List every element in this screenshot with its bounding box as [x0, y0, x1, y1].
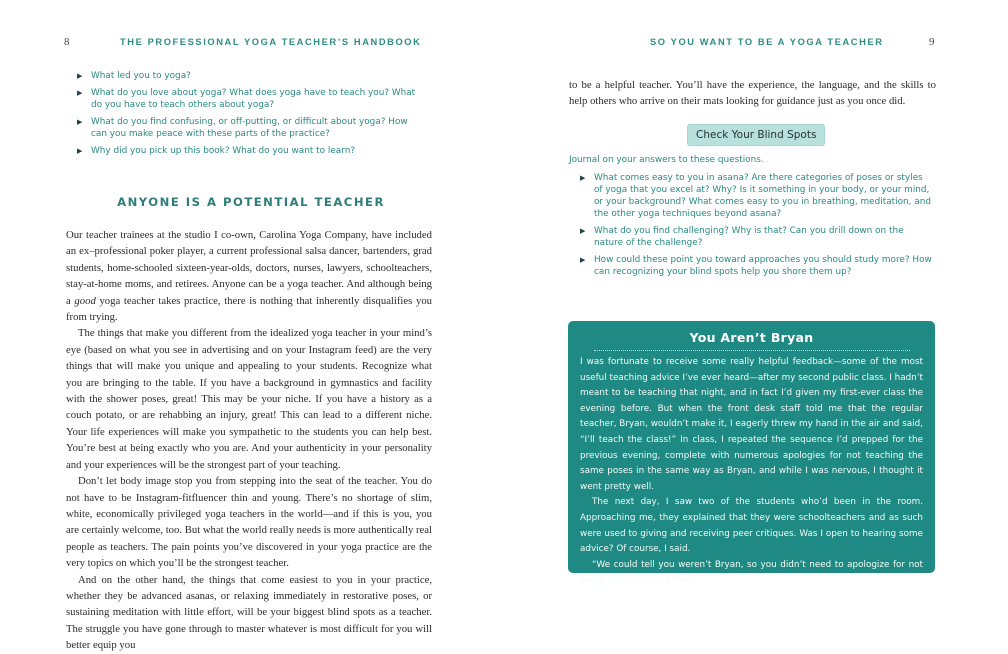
- running-head: THE PROFESSIONAL YOGA TEACHER’S HANDBOOK: [120, 37, 422, 47]
- list-item: ▶ Why did you pick up this book? What do you want to learn?: [77, 146, 356, 156]
- sidebar-title: You Aren’t Bryan: [689, 330, 814, 345]
- section-heading: ANYONE IS A POTENTIAL TEACHER: [117, 195, 385, 209]
- continuation-paragraph: to be a helpful teacher. You’ll have the experience, the language, and the skills to help others who arrive on their mats looking for guidance just as you once did.: [569, 79, 936, 108]
- sidebar-box: [568, 321, 935, 586]
- running-head: SO YOU WANT TO BE A YOGA TEACHER: [650, 37, 884, 47]
- question-list: [77, 70, 425, 162]
- right-page: [504, 0, 1008, 648]
- paragraph: Don’t let body image stop you from stepping into the seat of the teacher. You do not have to be Instagram-fitfluencer thin and young. There’s no shortage of slim, white, economically privileged yoga teachers in the world—and if this is you, you are certainly welcome, too. But what the world really needs is more authentically real people as teachers. The pain points you’ve discovered in your yoga practice are the very topics on which you’ll be the strongest teacher.: [66, 475, 432, 570]
- left-page: [0, 0, 504, 652]
- list-item: ▶ What do you love about yoga? What does yoga have to teach you? What do you have to teach others about yoga?: [77, 88, 416, 110]
- sidebar-paragraph: I was fortunate to receive some really helpful feedback—some of the most useful teaching advice I’ve ever heard—after my second public class. I hadn’t meant to be teaching that night, and in fact I’d given my first-ever class the evening before. But when the front desk staff told me that the regular teacher, Bryan, wouldn’t make it, I eagerly threw my hand in the air and said, “I’ll teach the class!” In class, I repeated the sequence I’d prepped for the previous evening, complete with numerous apologies for not teaching the same poses in the same way as Bryan, and while I was nervous, I thought it went pretty well.: [580, 357, 923, 492]
- paragraph: And on the other hand, the things that come easiest to you in your practice, whether they be advanced asanas, or relaxing immediately in restorative poses, or sustaining meditation with little effort, will be your biggest blind spots as a teacher. The struggle you have gone through to master whatever is most difficult for you will better equip you: [66, 573, 432, 652]
- arrow-bullet-icon: ▶: [580, 227, 586, 235]
- page-number: 9: [929, 36, 935, 48]
- list-item: ▶ What do you find confusing, or off-putting, or difficult about yoga? How can you make peace with these parts of the practice?: [77, 117, 408, 139]
- blind-spot-questions: [580, 172, 932, 283]
- sidebar-paragraph: The next day, I saw two of the students who’d been in the room. Approaching me, they explained that they were schoolteachers and as such were used to giving and receiving peer critiques. Was I open to hearing some advice? Of course, I said.: [580, 497, 923, 555]
- arrow-bullet-icon: ▶: [77, 147, 83, 155]
- journal-intro: Journal on your answers to these questions.: [569, 155, 764, 165]
- arrow-bullet-icon: ▶: [77, 118, 83, 126]
- dotted-divider: [594, 350, 910, 351]
- paragraph: Our teacher trainees at the studio I co-own, Carolina Yoga Company, have included an ex–professional poker player, a current professional salsa dancer, bartenders, grad students, home-schooled sixteen-year-olds, doctors, nurses, lawyers, schoolteachers, stay-at-home moms, and retirees. Anyone can be a yoga teacher. And although being a good yoga teacher takes practice, there is nothing that inherently disqualifies you from trying.: [66, 229, 433, 324]
- arrow-bullet-icon: ▶: [77, 89, 83, 97]
- arrow-bullet-icon: ▶: [580, 174, 586, 182]
- list-item: ▶ How could these point you toward approaches you should study more? How can recognizing your blind spots help you shore them up?: [580, 255, 932, 277]
- arrow-bullet-icon: ▶: [580, 256, 586, 264]
- list-item: ▶ What comes easy to you in asana? Are there categories of poses or styles of yoga that you excel at? Why? Is it something in your body, or your mind, or your background? What comes easy to you in breathing, meditation, and the other yoga techniques beyond asana?: [580, 173, 931, 219]
- list-item: ▶ What do you find challenging? Why is that? Can you drill down on the nature of the challenge?: [580, 226, 904, 248]
- paragraph: The things that make you different from the idealized yoga teacher in your mind’s eye (based on what you see in advertising and on your Instagram feed) are the very things that will make you unique and appealing to your students. Recognize what you are bringing to the table. If you have a background in gymnastics and facility with the shower poses, great! This may be your niche. If you have a history as a couch potato, or are rehabbing an injury, great! This can lead to a different niche. Your life experiences will make you sympathetic to the students you can help best. You’re best at being exactly who you are. And your authenticity in your personality and your experiences will be the strongest part of your teaching.: [66, 327, 432, 471]
- page-number: 8: [64, 36, 70, 48]
- callout-label: Check Your Blind Spots: [687, 124, 825, 146]
- sidebar-paragraph: “We could tell you weren’t Bryan, so you didn’t need to apologize for not being Bryan,” they offered.: [580, 559, 923, 586]
- list-item: ▶ What led you to yoga?: [77, 71, 191, 81]
- body-column: [66, 227, 432, 654]
- arrow-bullet-icon: ▶: [77, 72, 83, 80]
